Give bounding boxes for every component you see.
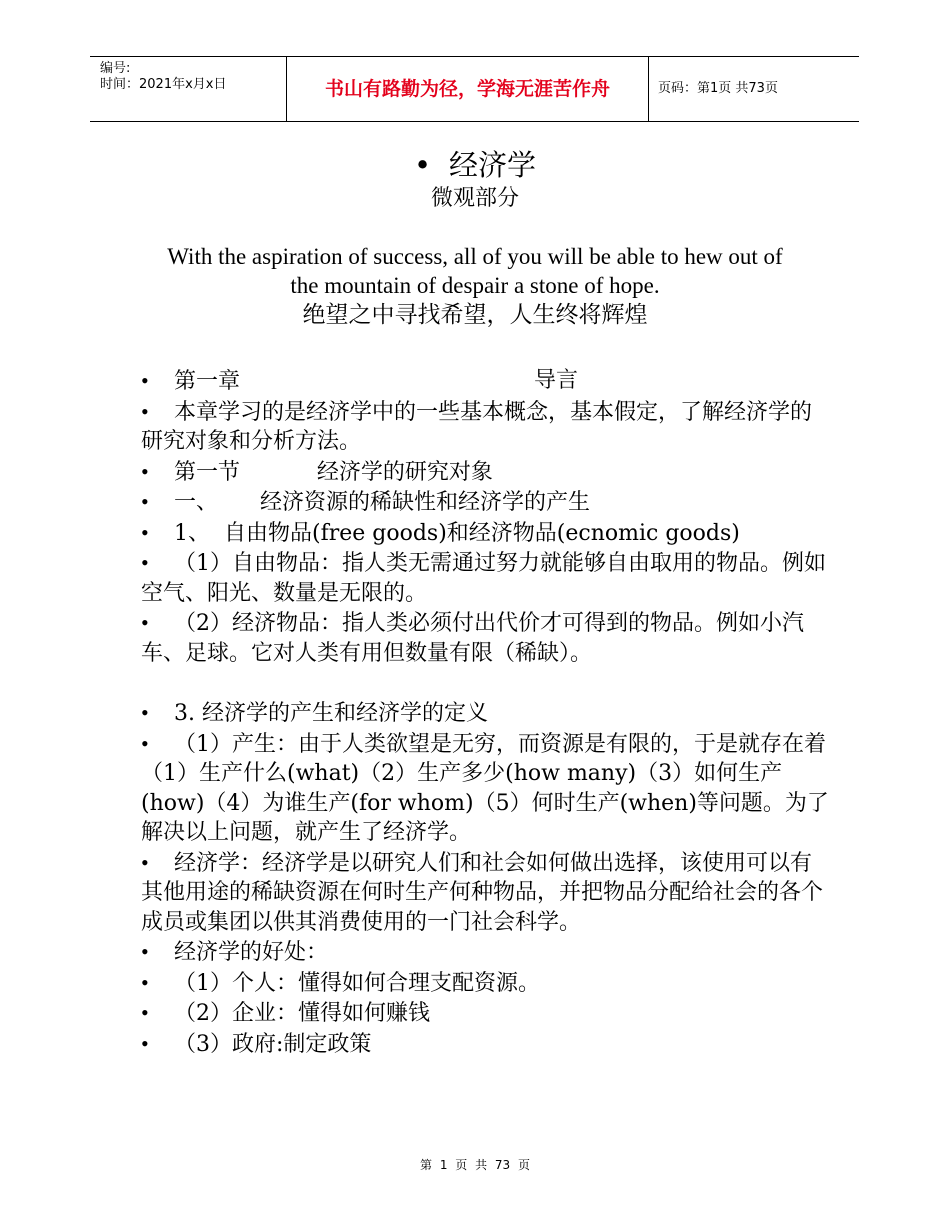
header-motto: 书山有路勤为径，学海无涯苦作舟: [287, 57, 649, 121]
bullet: •: [141, 700, 149, 725]
paragraph-text: 1、 自由物品(free goods)和经济物品(ecnomic goods): [174, 520, 740, 546]
title-bullet: •: [413, 148, 432, 182]
paragraph-emergence: [141, 729, 831, 848]
header-page-info: 页码：第1页 共73页: [658, 81, 778, 96]
paragraph-text: 第一节 经济学的研究对象: [174, 459, 493, 485]
paragraph-goods: [141, 518, 831, 549]
document-header: [90, 56, 859, 122]
english-quote: [120, 242, 830, 300]
paragraph-text: 经济学：经济学是以研究人们和社会如何做出选择，该使用可以有其他用途的稀缺资源在何时生产何种物品，并把物品分配给社会的各个成员或集团以供其消费使用的一门社会科学。: [141, 850, 824, 935]
chapter-title: 导言: [534, 368, 579, 393]
bullet: •: [141, 610, 149, 635]
paragraph-benefit-government: [141, 1029, 831, 1060]
paragraph-free-goods: [141, 548, 831, 608]
page-footer: 第 1 页 共 73 页: [420, 1158, 530, 1172]
paragraph-text: 经济学的好处：: [174, 940, 329, 965]
paragraph-text: （2）经济物品：指人类必须付出代价才可得到的物品。例如小汽车、足球。它对人类有用但数量有限（稀缺）。: [141, 611, 804, 666]
document-body: [141, 366, 831, 1059]
paragraph-text: （1）产生：由于人类欲望是无穷，而资源是有限的，于是就存在着（1）生产什么(what)（2）生产多少(how many)（3）如何生产(how)（4）为谁生产(for whom)（5）何时生产(when)等问题。为了解决以上问题，就产生了经济学。: [141, 731, 829, 845]
english-quote-line2: the mountain of despair a stone of hope.: [290, 273, 660, 298]
paragraph-text: （1）个人：懂得如何合理支配资源。: [174, 970, 540, 996]
header-number-label: 编号:: [100, 61, 131, 76]
bullet: •: [141, 489, 149, 514]
chinese-quote: 绝望之中寻找希望，人生终将辉煌: [302, 302, 648, 328]
paragraph-text: 3. 经济学的产生和经济学的定义: [174, 701, 488, 726]
paragraph-economic-goods: [141, 608, 831, 668]
title-main: 经济学: [449, 148, 537, 182]
header-time-label: 时间：2021年x月x日: [100, 77, 227, 92]
bullet: •: [141, 1030, 149, 1056]
paragraph-text: （1）自由物品：指人类无需通过努力就能够自由取用的物品。例如空气、阳光、数量是无限的。: [141, 551, 826, 606]
bullet: •: [141, 939, 149, 964]
paragraph-text: 一、 经济资源的稀缺性和经济学的产生: [174, 490, 590, 515]
bullet: •: [141, 458, 149, 484]
paragraph-origin: [141, 698, 831, 729]
page-subtitle: 微观部分: [430, 186, 519, 211]
english-quote-line1: With the aspiration of success, all of you will be able to hew out of: [167, 244, 783, 269]
paragraph-subsection: [141, 487, 831, 518]
paragraph-text: 本章学习的是经济学中的一些基本概念，基本假定，了解经济学的研究对象和分析方法。: [141, 399, 813, 454]
paragraph-benefits: [141, 937, 831, 968]
paragraph-definition: [141, 848, 831, 938]
bullet: •: [141, 398, 149, 424]
bullet: •: [141, 519, 149, 545]
paragraph-section: [141, 457, 831, 488]
paragraph-intro: [141, 397, 831, 457]
header-meta-cell: [90, 57, 287, 121]
paragraph-benefit-enterprise: [141, 998, 831, 1029]
bullet: •: [141, 550, 149, 575]
paragraph-text: （3）政府:制定政策: [174, 1031, 372, 1057]
bullet: •: [141, 730, 149, 756]
chapter-label: 第一章: [174, 369, 241, 394]
paragraph-text: （2）企业：懂得如何赚钱: [174, 1001, 430, 1026]
bullet: •: [141, 368, 149, 393]
spacer: [141, 668, 831, 698]
bullet: •: [141, 969, 149, 995]
paragraph-chapter: [141, 366, 831, 397]
bullet: •: [141, 1000, 149, 1025]
bullet: •: [141, 849, 149, 875]
page-title: [0, 146, 950, 184]
paragraph-benefit-individual: [141, 968, 831, 999]
